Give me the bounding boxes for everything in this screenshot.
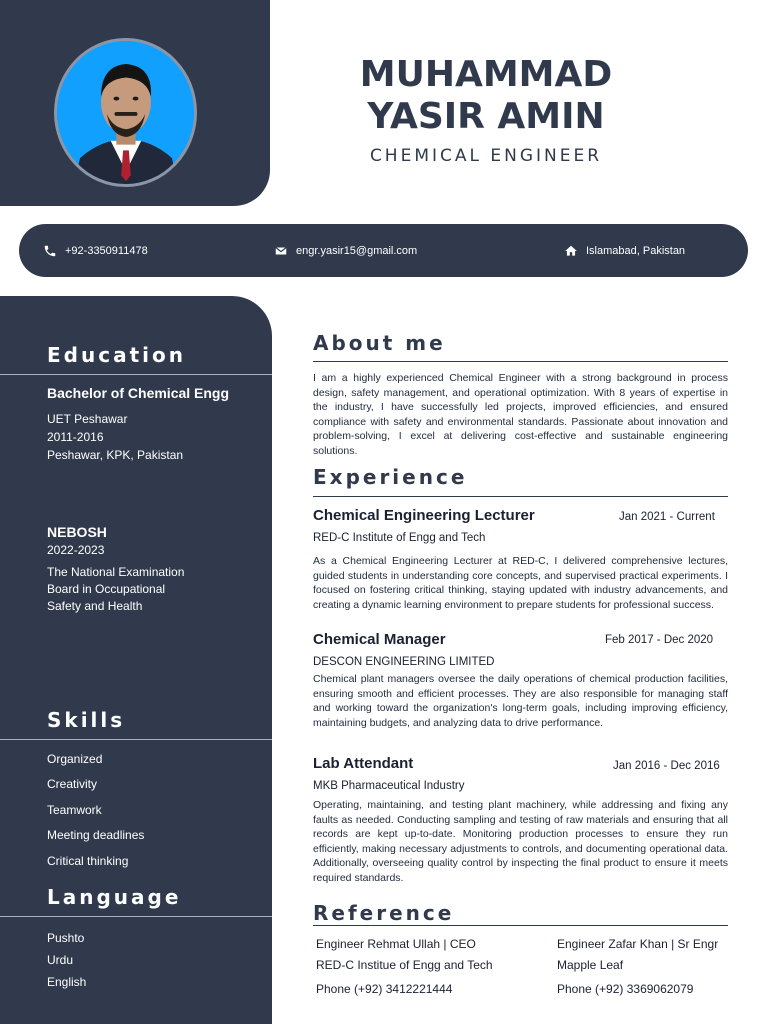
reference-phone: Phone (+92) 3412221444 <box>316 982 453 996</box>
reference-org: Mapple Leaf <box>557 958 624 972</box>
location-text: Islamabad, Pakistan <box>586 244 686 257</box>
skill-item: Creativity <box>47 777 98 791</box>
education-degree: Bachelor of Chemical Engg <box>47 385 230 401</box>
certification-line-1: The National Examination <box>47 565 185 579</box>
job-description: As a Chemical Engineering Lecturer at RED-C, I delivered comprehensive lectures, guided students in understanding core concepts, and supervised practical experiments. I focused on fostering critical thinking, staying updated with industry advancements, and creating a dynamic learning environment to prepare students for professional success. <box>313 555 728 611</box>
job-title: Chemical Engineering Lecturer <box>313 507 535 524</box>
contact-email[interactable] <box>274 224 417 277</box>
job-date: Feb 2017 - Dec 2020 <box>605 634 714 646</box>
language-divider <box>0 916 272 917</box>
certification-line-2: Board in Occupational <box>47 582 166 596</box>
education-years: 2011-2016 <box>47 430 104 444</box>
experience-heading: Experience <box>313 465 468 489</box>
contact-bar <box>19 224 748 277</box>
job-company: DESCON ENGINEERING LIMITED <box>313 656 495 668</box>
left-column <box>0 296 272 1024</box>
phone-icon <box>43 244 57 258</box>
phone-text: +92-3350911478 <box>65 244 148 257</box>
name-line-2: YASIR AMIN <box>367 96 605 137</box>
reference-heading: Reference <box>313 901 455 925</box>
certification-line-3: Safety and Health <box>47 599 143 613</box>
reference-org: RED-C Institue of Engg and Tech <box>316 958 493 972</box>
about-heading: About me <box>313 331 446 355</box>
job-title-header: CHEMICAL ENGINEER <box>369 146 603 166</box>
skills-heading: Skills <box>47 708 126 732</box>
contact-location <box>564 224 685 277</box>
home-icon <box>564 244 578 258</box>
job-description: Operating, maintaining, and testing plant machinery, while addressing and fixing any faults as needed. Conducting sampling and testing of raw materials and ensuring that all records are kept up-to-date. Monitoring production processes to ensure they run efficiently, making necessary adjustments to controls, and documenting operational data. Additionally, overseeing quality control by inspecting the final product to ensure it meets required standards. <box>313 799 728 884</box>
skill-item: Organized <box>47 752 103 766</box>
about-divider <box>313 361 728 362</box>
reference-divider <box>313 925 728 926</box>
job-title: Lab Attendant <box>313 755 414 772</box>
education-location: Peshawar, KPK, Pakistan <box>47 448 184 462</box>
job-title: Chemical Manager <box>313 631 446 648</box>
header-panel <box>0 0 270 206</box>
full-name <box>300 54 672 138</box>
language-item: Urdu <box>47 953 74 967</box>
education-divider <box>0 374 272 375</box>
experience-divider <box>313 496 728 497</box>
reference-name: Engineer Rehmat Ullah | CEO <box>316 937 476 951</box>
skill-item: Teamwork <box>47 803 102 817</box>
education-heading: Education <box>47 343 186 367</box>
job-date: Jan 2021 - Current <box>619 511 715 523</box>
contact-phone[interactable] <box>43 224 148 277</box>
language-item: Pushto <box>47 931 85 945</box>
skill-item: Meeting deadlines <box>47 828 145 842</box>
certification-years: 2022-2023 <box>47 543 105 557</box>
name-line-1: MUHAMMAD <box>359 54 613 95</box>
certification-name: NEBOSH <box>47 524 107 540</box>
job-company: RED-C Institute of Engg and Tech <box>313 532 486 544</box>
skill-item: Critical thinking <box>47 854 129 868</box>
skills-divider <box>0 739 272 740</box>
language-heading: Language <box>47 885 182 909</box>
job-description: Chemical plant managers oversee the daily operations of chemical production facilities, ensuring smooth and efficient processes. They are also responsible for managing staff and working toward the organization's long-term goals, including improving efficiency, maintaining budgets, and analyzing data to drive performance. <box>313 673 728 729</box>
education-school: UET Peshawar <box>47 412 128 426</box>
job-company: MKB Pharmaceutical Industry <box>313 780 465 792</box>
mail-icon <box>274 244 288 258</box>
about-text: I am a highly experienced Chemical Engineer with a strong background in process design, safety management, and operational optimization. With 8 years of expertise in the industry, I have successfully led projects, improved efficiencies, and ensured compliance with safety and environmental standards. Passionate about innovation and problem-solving, I excel at delivering cost-effective and sustainable engineering solutions. <box>313 372 728 457</box>
language-item: English <box>47 975 87 989</box>
email-text: engr.yasir15@gmail.com <box>296 244 418 257</box>
job-date: Jan 2016 - Dec 2016 <box>613 760 720 772</box>
reference-name: Engineer Zafar Khan | Sr Engr <box>557 937 719 951</box>
reference-phone: Phone (+92) 3369062079 <box>557 982 694 996</box>
profile-photo <box>54 38 197 187</box>
